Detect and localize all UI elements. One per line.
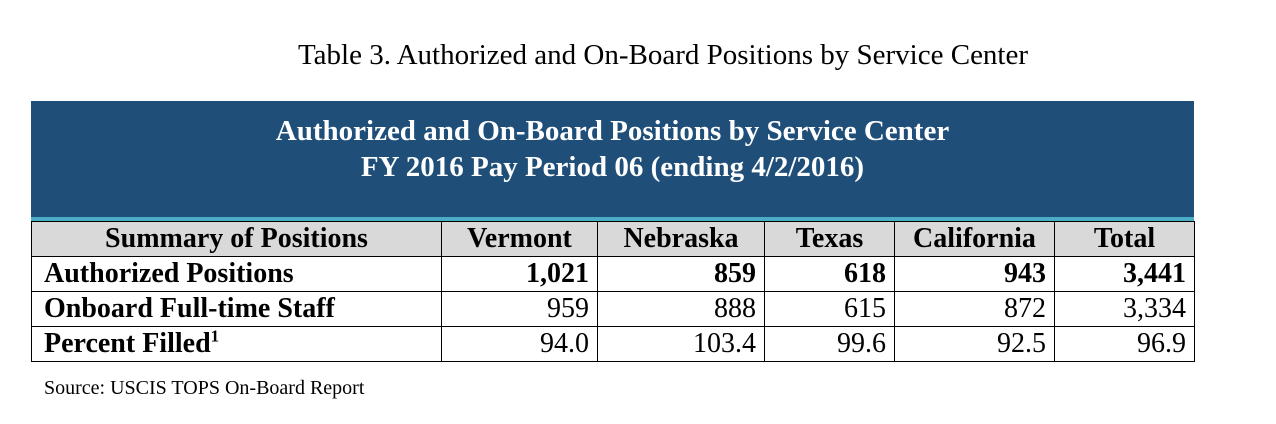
column-header-nebraska: Nebraska — [598, 222, 765, 257]
column-header-vermont: Vermont — [442, 222, 598, 257]
cell-total: 3,441 — [1055, 257, 1195, 292]
cell-texas: 618 — [765, 257, 895, 292]
cell-total: 96.9 — [1055, 327, 1195, 362]
table-banner — [31, 101, 1194, 221]
cell-total: 3,334 — [1055, 292, 1195, 327]
column-header-texas: Texas — [765, 222, 895, 257]
cell-california: 872 — [895, 292, 1055, 327]
banner-subtitle: FY 2016 Pay Period 06 (ending 4/2/2016) — [360, 151, 865, 183]
cell-california: 92.5 — [895, 327, 1055, 362]
row-label — [32, 257, 442, 292]
header-row — [32, 222, 1195, 257]
row-label-text: Percent Filled — [44, 328, 211, 359]
footnote-marker: 1 — [210, 326, 220, 346]
cell-nebraska: 888 — [598, 292, 765, 327]
row-label — [32, 327, 442, 362]
column-header-california: California — [895, 222, 1055, 257]
row-label-text: Authorized Positions — [44, 258, 294, 289]
banner-title: Authorized and On-Board Positions by Service Center — [275, 115, 950, 147]
cell-vermont: 1,021 — [442, 257, 598, 292]
table-row — [32, 327, 1195, 362]
column-header-summary: Summary of Positions — [32, 222, 442, 257]
table-caption: Table 3. Authorized and On-Board Positions by Service Center — [297, 39, 1029, 71]
source-note: Source: USCIS TOPS On-Board Report — [44, 377, 365, 399]
cell-vermont: 959 — [442, 292, 598, 327]
summary-table — [31, 221, 1195, 362]
cell-texas: 99.6 — [765, 327, 895, 362]
cell-nebraska: 103.4 — [598, 327, 765, 362]
table-row — [32, 257, 1195, 292]
table-row — [32, 292, 1195, 327]
cell-nebraska: 859 — [598, 257, 765, 292]
positions-table — [31, 101, 1194, 362]
row-label — [32, 292, 442, 327]
cell-texas: 615 — [765, 292, 895, 327]
row-label-text: Onboard Full-time Staff — [44, 293, 335, 324]
cell-vermont: 94.0 — [442, 327, 598, 362]
cell-california: 943 — [895, 257, 1055, 292]
column-header-total: Total — [1055, 222, 1195, 257]
